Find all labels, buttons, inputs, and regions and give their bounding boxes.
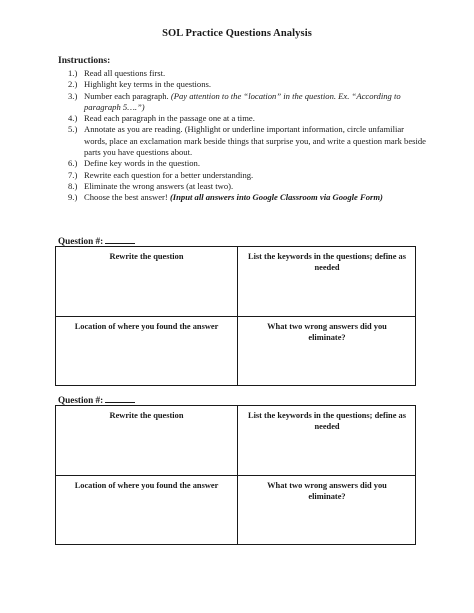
instruction-text: Read all questions first. [84,68,166,78]
question-number-blank[interactable] [105,234,135,244]
instruction-text: Eliminate the wrong answers (at least two). [84,180,234,191]
instruction-number: 5.) [68,124,78,135]
instruction-note: (Pay attention to the “location” in the question. Ex. “According to paragraph 5….”) [84,90,401,112]
instruction-text: Read each paragraph in the passage one at a time. [84,113,255,124]
rewrite-question-cell[interactable]: Rewrite the question [109,411,184,420]
instruction-number: 8.) [68,180,78,191]
rewrite-question-cell[interactable]: Rewrite the question [109,252,184,261]
keywords-cell[interactable]: List the keywords in the questions; define as needed [248,411,406,431]
answer-location-cell[interactable]: Location of where you found the answer [74,322,219,331]
instruction-text-wrap [84,192,428,203]
instruction-item [68,158,428,169]
instruction-number: 7.) [68,169,78,180]
question-label-text: Question #: [58,236,104,246]
answer-location-cell[interactable]: Location of where you found the answer [74,481,219,490]
instruction-number: 9.) [68,192,78,203]
keywords-cell[interactable]: List the keywords in the questions; define as needed [248,252,406,272]
page-title: SOL Practice Questions Analysis [162,28,312,39]
instruction-note: (Input all answers into Google Classroom via Google Form) [169,192,383,203]
question-number-blank[interactable] [105,393,135,403]
instruction-number: 2.) [68,79,78,90]
question-analysis-table [55,405,416,545]
instruction-item [68,192,428,203]
instruction-text: Rewrite each question for a better understanding. [84,169,254,180]
instruction-item [68,113,428,124]
question-analysis-table [55,246,416,386]
instructions-heading: Instructions: [58,56,111,66]
instruction-text: Define key words in the question. [84,158,200,169]
question-number-label [58,393,135,405]
instruction-item [68,181,428,192]
instruction-item [68,79,428,90]
instruction-number: 1.) [68,68,78,78]
instruction-text: Choose the best answer! [84,192,168,203]
question-number-label [58,234,135,246]
instruction-text: Highlight key terms in the questions. [84,79,211,90]
instruction-item [68,91,428,114]
instruction-item [68,124,428,158]
instruction-item [68,68,428,79]
instructions-list [68,68,428,204]
eliminated-answers-cell[interactable]: What two wrong answers did you eliminate? [267,481,387,501]
instruction-text-wrap [84,91,428,114]
question-label-text: Question #: [58,395,104,405]
instruction-text: Annotate as you are reading. (Highlight or underline important information, circle unfamiliar words, place an exclamation mark beside things that surprise you, and write a question mark beside parts you have questions about. [84,124,426,158]
instruction-number: 3.) [68,90,78,101]
instruction-item [68,170,428,181]
eliminated-answers-cell[interactable]: What two wrong answers did you eliminate? [267,322,387,342]
instruction-number: 6.) [68,158,78,169]
table-horizontal-divider [56,316,415,317]
instruction-text: Number each paragraph. [84,90,169,101]
instruction-number: 4.) [68,113,78,124]
table-horizontal-divider [56,475,415,476]
